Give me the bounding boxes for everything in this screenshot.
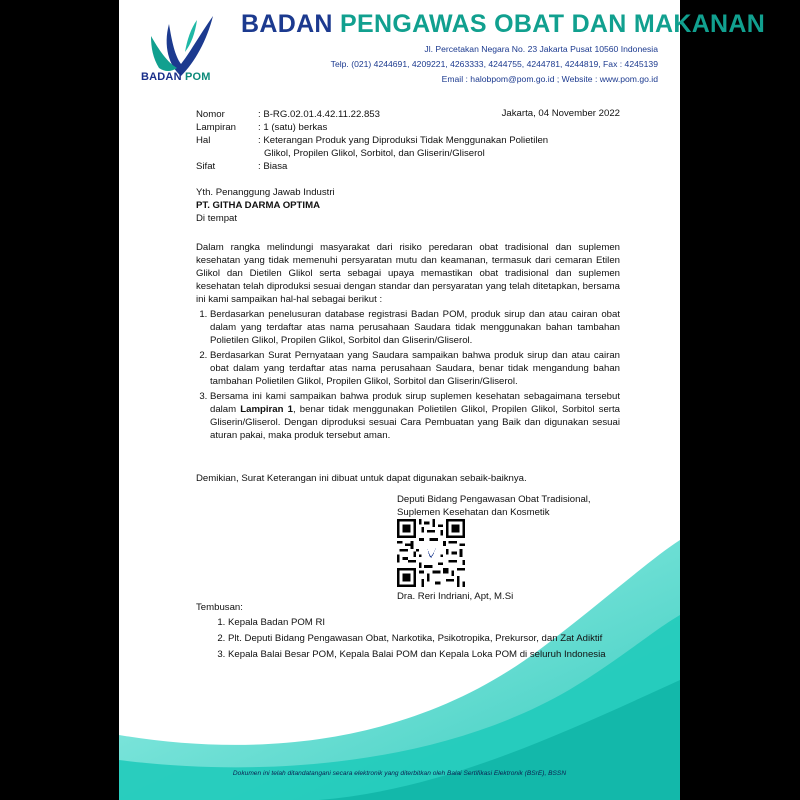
agency-address: Jl. Percetakan Negara No. 23 Jakarta Pusat 10560 Indonesia (424, 44, 658, 54)
agency-contact: Email : halobpom@pom.go.id ; Website : www.pom.go.id (441, 74, 658, 84)
recipient-block (196, 186, 620, 225)
logo-wordmark: BADAN POM (141, 71, 211, 83)
footer-note: Dokumen ini telah ditandatangani secara elektronik yang diterbitkan oleh Balai Sertifikasi Elektronik (BSrE), BSSN (232, 770, 567, 777)
nomor-value: : B-RG.02.01.4.42.11.22.853 (258, 109, 380, 120)
list-item: 3. Bersama ini kami sampaikan bahwa produk sirup suplemen kesehatan sebagaimana tersebut dalam Lampiran 1, benar tidak menggunakan Polietilen Glikol, Propilen Glikol, Sorbitol serta Gliserin/Gliserol. Dengan diproduksi sesuai Cara Pembuatan yang Baik dan digunakan sesuai aturan pakai, maka produk tersebut aman. (210, 390, 620, 442)
list-item: 2. Plt. Deputi Bidang Pengawasan Obat, Narkotika, Psikotropika, Prekursor, dan Zat Adiktif (228, 632, 626, 645)
list-item: 2. Berdasarkan Surat Pernyataan yang Saudara sampaikan bahwa produk sirup dan atau cairan obat dalam yang terdaftar atas nama perusahaan Saudara, benar tidak mengandung bahan tambahan Polietilen Glikol, Propilen Glikol, Sorbitol dan Gliserin/Gliserol. (210, 349, 620, 388)
list-item: 1. Kepala Badan POM RI (228, 616, 626, 629)
signatory-name: Dra. Reri Indriani, Apt, M.Si (397, 591, 514, 602)
recipient-line: Yth. Penanggung Jawab Industri (196, 187, 335, 198)
recipient-place: Di tempat (196, 213, 238, 224)
intro-paragraph: Dalam rangka melindungi masyarakat dari risiko peredaran obat tradisional dan suplemen kesehatan yang tidak memenuhi persyaratan mutu dan keamanan, termasuk dari cemaran Etilen Glikol dan Dietilen Glikol serta sebagai upaya memastikan obat tradisional dan suplemen kesehatan telah diproduksi sesuai dengan standar dan persyaratan yang telah ditetapkan, bersama ini kami sampaikan hal-hal sebagai berikut : (196, 242, 620, 305)
lampiran-label: Lampiran (196, 122, 236, 133)
points-list (196, 308, 620, 444)
nomor-label: Nomor (196, 109, 225, 120)
recipient-company: PT. GITHA DARMA OPTIMA (196, 200, 321, 211)
qr-code-icon (397, 519, 465, 587)
sifat-value: : Biasa (258, 161, 288, 172)
letter-meta (196, 108, 620, 173)
hal-value: : Keterangan Produk yang Diproduksi Tidak Menggunakan Polietilen Glikol, Propilen Glikol, Sorbitol, dan Gliserin/Gliserol (258, 135, 549, 159)
signatory-position: Deputi Bidang Pengawasan Obat Tradisional, Suplemen Kesehatan dan Kosmetik (397, 494, 591, 518)
list-item: 3. Kepala Balai Besar POM, Kepala Balai POM dan Kepala Loka POM di seluruh Indonesia (228, 648, 626, 661)
letter-page (119, 0, 766, 800)
list-item: 1. Berdasarkan penelusuran database registrasi Badan POM, produk sirup dan atau cairan obat dalam yang terdaftar atas nama perusahaan Saudara tidak menggunakan bahan tambahan Polietilen Glikol, Propilen Glikol, Sorbitol dan Gliserin/Gliserol. (210, 308, 620, 347)
agency-title: BADAN PENGAWAS OBAT DAN MAKANAN (241, 10, 766, 38)
hal-label: Hal (196, 135, 211, 146)
sifat-label: Sifat (196, 161, 216, 172)
closing-paragraph: Demikian, Surat Keterangan ini dibuat untuk dapat digunakan sebaik-baiknya. (196, 473, 527, 484)
tembusan-label: Tembusan: (196, 602, 243, 613)
lampiran-value: : 1 (satu) berkas (258, 122, 328, 133)
tembusan-block (196, 601, 626, 664)
letter-date: Jakarta, 04 November 2022 (501, 108, 620, 119)
agency-phone: Telp. (021) 4244691, 4209221, 4263333, 4244755, 4244781, 4244819, Fax : 4245139 (330, 59, 658, 69)
